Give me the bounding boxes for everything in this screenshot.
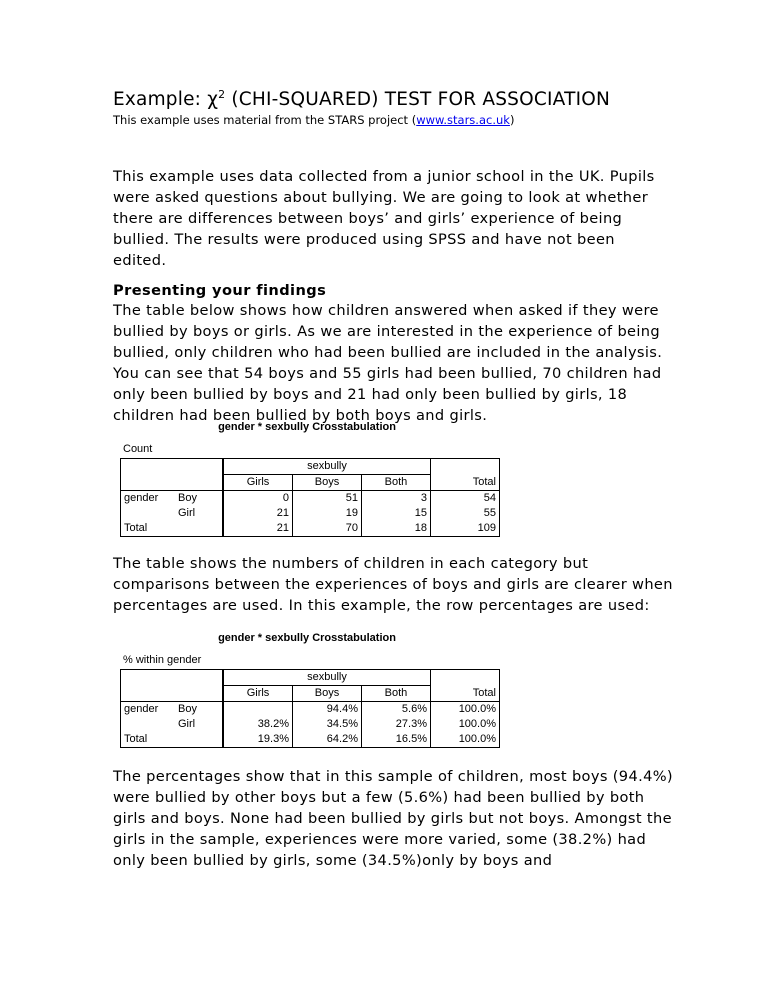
table-row	[121, 732, 500, 748]
table-cell: 64.2%	[293, 732, 362, 748]
table2-title: gender * sexbully Crosstabulation	[218, 632, 396, 644]
table-cell	[121, 459, 224, 491]
paragraph-3: The percentages show that in this sample of children, most boys (94.4%) were bullied by other boys but a few (5.6%) had been bullied by both girls and boys. None had been bullied by girls but not boys. Amongst the girls in the sample, experiences were more varied, some (38.2%) had only been bullied by girls, some (34.5%)only by boys and	[113, 768, 673, 869]
table-header-row	[121, 670, 500, 686]
table-cell: 51	[293, 491, 362, 507]
col-header: Both	[362, 475, 431, 491]
table-cell: 18	[362, 521, 431, 537]
table-cell: 100.0%	[431, 732, 500, 748]
table-cell: 19.3%	[223, 732, 293, 748]
table-cell: 0	[223, 491, 293, 507]
table-cell: Boy	[178, 703, 197, 715]
col-header: Both	[362, 686, 431, 702]
count-crosstab-table	[120, 458, 500, 537]
table-cell: 3	[362, 491, 431, 507]
table-cell: 55	[431, 506, 500, 521]
table-cell	[121, 670, 224, 702]
table-cell: 100.0%	[431, 702, 500, 718]
paragraph-1: The table below shows how children answered when asked if they were bullied by boys or girls. As we are interested in the experience of being bullied, only children who had been bullied are included in the analysis. You can see that 54 boys and 55 girls had been bullied, 70 children had only been bullied by boys and 21 had only been bullied by girls, 18 children had been bullied by both boys and girls.	[113, 302, 663, 424]
table1-title: gender * sexbully Crosstabulation	[218, 421, 396, 433]
table-cell: 54	[431, 491, 500, 507]
table-cell: 5.6%	[362, 702, 431, 718]
group-header: sexbully	[223, 670, 431, 686]
col-header: Boys	[293, 475, 362, 491]
table-cell	[175, 732, 223, 748]
table-cell: 94.4%	[293, 702, 362, 718]
table-cell: Girl	[178, 718, 196, 730]
table-cell	[121, 717, 176, 732]
table1-caption: Count	[123, 443, 153, 455]
table-cell: gender	[124, 492, 159, 504]
table-cell: 27.3%	[362, 717, 431, 732]
table-row	[121, 506, 500, 521]
table-cell	[121, 506, 176, 521]
percent-crosstab-table	[120, 669, 500, 748]
table-cell: 109	[431, 521, 500, 537]
table-row	[121, 702, 500, 718]
table-cell: 38.2%	[223, 717, 293, 732]
table-cell	[175, 521, 223, 537]
table2-caption: % within gender	[123, 654, 202, 666]
table-cell: 70	[293, 521, 362, 537]
intro-paragraph: This example uses data collected from a junior school in the UK. Pupils were asked questions about bullying. We are going to look at whether there are differences between boys’ and girls’ experience of being bullied. The results were produced using SPSS and have not been edited.	[113, 168, 655, 269]
col-header: Girls	[223, 475, 293, 491]
table-cell: 34.5%	[293, 717, 362, 732]
table-cell: gender	[124, 703, 159, 715]
table-row	[121, 491, 500, 507]
table-cell: 15	[362, 506, 431, 521]
table-cell: Total	[124, 522, 148, 534]
table-row	[121, 521, 500, 537]
col-header: Boys	[293, 686, 362, 702]
table-cell: Total	[124, 733, 148, 745]
table-cell: Girl	[178, 507, 196, 519]
table-header-row	[121, 459, 500, 475]
col-header: Girls	[223, 686, 293, 702]
page-title: Example: $\chi^2$ (CHI-SQUARED) TEST FOR ASSOCIATION	[113, 88, 611, 111]
stars-link[interactable]: www.stars.ac.uk	[416, 113, 510, 127]
group-header: sexbully	[223, 459, 431, 475]
table-cell: 16.5%	[362, 732, 431, 748]
table-row	[121, 717, 500, 732]
table-cell	[223, 702, 293, 718]
subtitle: This example uses material from the STARS project (www.stars.ac.uk)	[113, 113, 515, 127]
table-cell: 19	[293, 506, 362, 521]
paragraph-2: The table shows the numbers of children in each category but comparisons between the experiences of boys and girls are clearer when percentages are used. In this example, the row percentages are used:	[113, 555, 673, 614]
col-header: Total	[431, 670, 500, 702]
table-cell: 21	[223, 506, 293, 521]
table-cell: 21	[223, 521, 293, 537]
table-cell: 100.0%	[431, 717, 500, 732]
table-cell: Boy	[178, 492, 197, 504]
section-heading: Presenting your findings	[113, 282, 327, 299]
col-header: Total	[431, 459, 500, 491]
